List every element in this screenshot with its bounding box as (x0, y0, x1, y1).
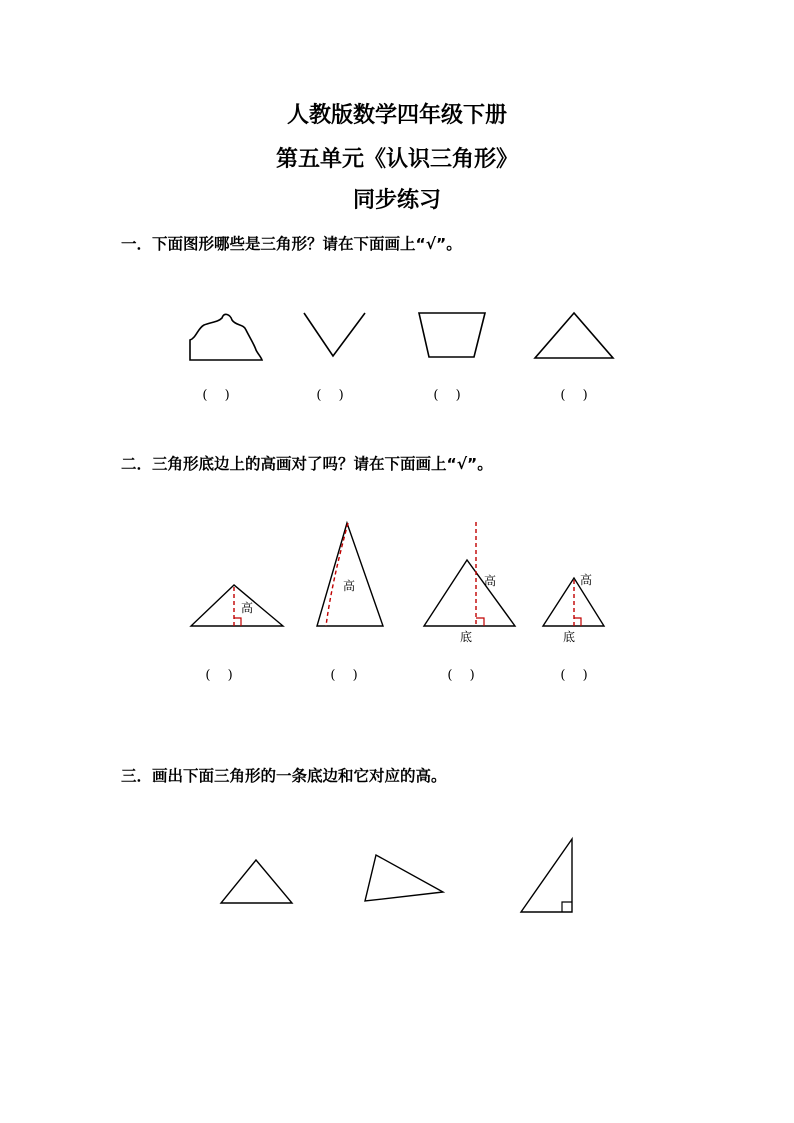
page-title: 人教版数学四年级下册 (286, 103, 507, 128)
q2d-base-label: 底 (563, 630, 576, 644)
page-subtitle: 第五单元《认识三角形》 (275, 147, 518, 172)
q1-answer-2[interactable]: ( ) (316, 388, 344, 403)
q1-answer-1[interactable]: ( ) (202, 388, 230, 403)
question-2-prompt: 二．三角形底边上的高画对了吗？请在下面画上“√”。 (121, 455, 493, 473)
q2c-height-label: 高 (484, 574, 497, 588)
q2-answer-2[interactable]: ( ) (330, 668, 358, 683)
q3-triangle-2[interactable] (365, 855, 443, 901)
q2c-base-label: 底 (460, 630, 473, 644)
q2-answer-1[interactable]: ( ) (205, 668, 233, 683)
q2-answer-3[interactable]: ( ) (447, 668, 475, 683)
q2b-height-label: 高 (343, 579, 356, 593)
q2-answer-4[interactable]: ( ) (560, 668, 588, 683)
question-1-prompt: 一．下面图形哪些是三角形？请在下面画上“√”。 (121, 235, 462, 253)
q2d-height-label: 高 (580, 573, 593, 587)
q2a-height-label: 高 (241, 601, 254, 615)
page-section-title: 同步练习 (352, 188, 441, 213)
question-3-prompt: 三．画出下面三角形的一条底边和它对应的高。 (121, 767, 447, 785)
q1-answer-4[interactable]: ( ) (560, 388, 588, 403)
q3-triangle-3[interactable] (521, 839, 572, 912)
q3-triangle-1[interactable] (221, 860, 292, 903)
q1-answer-3[interactable]: ( ) (433, 388, 461, 403)
